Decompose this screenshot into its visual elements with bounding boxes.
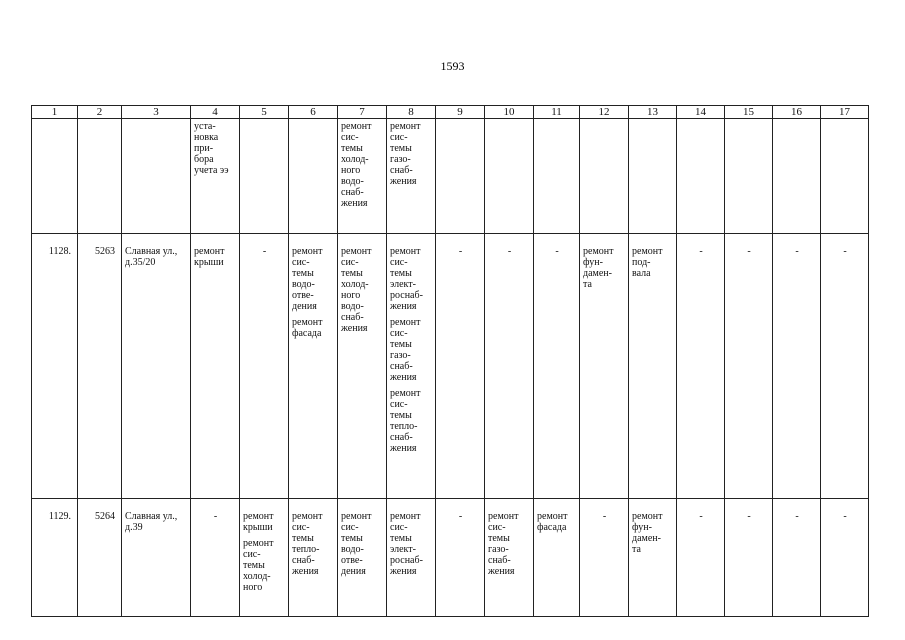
table-cell xyxy=(78,499,122,617)
table-cell xyxy=(122,234,191,499)
table-cell xyxy=(725,499,773,617)
column-number: 11 xyxy=(534,106,580,119)
column-number-row xyxy=(32,106,869,119)
table-cell xyxy=(32,499,78,617)
column-number: 9 xyxy=(436,106,485,119)
column-number: 3 xyxy=(122,106,191,119)
table-cell xyxy=(629,119,677,234)
cell-text: уста- новка при- бора учета ээ xyxy=(194,121,229,176)
cell-text: ремонт сис- темы водо- отве- дения xyxy=(341,511,372,577)
table-cell xyxy=(240,499,289,617)
table-cell xyxy=(436,499,485,617)
column-number: 5 xyxy=(240,106,289,119)
column-number: 12 xyxy=(580,106,629,119)
cell-text: ремонт фун- дамен- та xyxy=(632,511,663,555)
table-cell xyxy=(773,119,821,234)
cell-text: ремонт сис- темы элект- роснаб- жения xyxy=(390,511,423,577)
empty-dash: - xyxy=(602,511,607,522)
table-cell xyxy=(191,119,240,234)
cell-text: 5264 xyxy=(95,511,115,522)
cell-text: ремонт крыши xyxy=(194,246,225,268)
cell-text: Славная ул., д.39 xyxy=(125,511,178,533)
column-number: 6 xyxy=(289,106,338,119)
cell-text: ремонт сис- темы водо- отве- дения xyxy=(292,246,323,312)
table-cell xyxy=(534,499,580,617)
column-number: 10 xyxy=(485,106,534,119)
column-number: 2 xyxy=(78,106,122,119)
table-cell xyxy=(387,499,436,617)
table-cell xyxy=(677,499,725,617)
table-cell xyxy=(122,499,191,617)
empty-dash: - xyxy=(555,246,559,257)
cell-text: 1129. xyxy=(48,511,71,522)
table-cell xyxy=(191,499,240,617)
table-cell xyxy=(32,119,78,234)
cell-text: Славная ул., д.35/20 xyxy=(125,246,178,268)
table-cell xyxy=(485,119,534,234)
table-cell xyxy=(821,119,869,234)
table-cell xyxy=(338,119,387,234)
cell-text: ремонт сис- темы холод- ного водо- снаб- жения xyxy=(341,121,372,209)
cell-text: 1128. xyxy=(48,246,71,257)
empty-dash: - xyxy=(699,246,703,257)
table-row xyxy=(32,234,869,499)
empty-dash: - xyxy=(795,246,799,257)
table-cell xyxy=(773,499,821,617)
cell-text: ремонт фун- дамен- та xyxy=(583,246,614,290)
table-cell xyxy=(191,234,240,499)
table-cell xyxy=(629,499,677,617)
table-cell xyxy=(725,119,773,234)
table-cell xyxy=(436,119,485,234)
table-cell xyxy=(725,234,773,499)
column-number: 4 xyxy=(191,106,240,119)
column-number: 13 xyxy=(629,106,677,119)
table-cell xyxy=(78,119,122,234)
table-row xyxy=(32,119,869,234)
column-number: 1 xyxy=(32,106,78,119)
cell-text: ремонт сис- темы газо- снаб- жения xyxy=(488,511,519,577)
table-cell xyxy=(32,234,78,499)
empty-dash: - xyxy=(795,511,799,522)
column-number: 16 xyxy=(773,106,821,119)
cell-text: 5263 xyxy=(95,246,115,257)
table-row xyxy=(32,499,869,617)
column-number: 7 xyxy=(338,106,387,119)
column-number: 8 xyxy=(387,106,436,119)
table-cell xyxy=(677,234,725,499)
column-number: 14 xyxy=(677,106,725,119)
table-cell xyxy=(580,499,629,617)
table-cell xyxy=(78,234,122,499)
empty-dash: - xyxy=(458,246,463,257)
table-cell xyxy=(580,119,629,234)
cell-text: ремонт сис- темы газо- снаб- жения xyxy=(390,121,421,187)
cell-text: ремонт сис- темы газо- снаб- жения xyxy=(390,317,421,383)
table-cell xyxy=(240,119,289,234)
empty-dash: - xyxy=(747,246,751,257)
empty-dash: - xyxy=(747,511,751,522)
table-cell xyxy=(821,499,869,617)
cell-text: ремонт крыши xyxy=(243,511,274,533)
table-cell xyxy=(629,234,677,499)
repair-schedule-table xyxy=(31,105,869,617)
table-cell xyxy=(122,119,191,234)
table-cell xyxy=(580,234,629,499)
table-cell xyxy=(289,234,338,499)
cell-text: ремонт фасада xyxy=(292,317,323,339)
table-cell xyxy=(289,499,338,617)
table-cell xyxy=(387,119,436,234)
empty-dash: - xyxy=(699,511,703,522)
table-cell xyxy=(485,499,534,617)
cell-text: ремонт сис- темы тепло- снаб- жения xyxy=(292,511,323,577)
cell-text: ремонт сис- темы тепло- снаб- жения xyxy=(390,388,421,454)
column-number: 15 xyxy=(725,106,773,119)
table-cell xyxy=(289,119,338,234)
table-cell xyxy=(534,119,580,234)
cell-text: ремонт под- вала xyxy=(632,246,663,279)
empty-dash: - xyxy=(507,246,512,257)
empty-dash: - xyxy=(843,246,847,257)
empty-dash: - xyxy=(458,511,463,522)
table-cell xyxy=(773,234,821,499)
table-cell xyxy=(677,119,725,234)
empty-dash: - xyxy=(213,511,218,522)
cell-text: ремонт сис- темы холод- ного водо- снаб- жения xyxy=(341,246,372,334)
cell-text: ремонт сис- темы элект- роснаб- жения xyxy=(390,246,423,312)
cell-text: ремонт фасада xyxy=(537,511,568,533)
table-cell xyxy=(240,234,289,499)
table-cell xyxy=(821,234,869,499)
empty-dash: - xyxy=(843,511,847,522)
cell-text: ремонт сис- темы холод- ного xyxy=(243,538,274,593)
table-cell xyxy=(534,234,580,499)
table-cell xyxy=(436,234,485,499)
table-cell xyxy=(338,234,387,499)
empty-dash: - xyxy=(262,246,267,257)
table-cell xyxy=(338,499,387,617)
page-number: 1593 xyxy=(440,59,465,73)
column-number: 17 xyxy=(821,106,869,119)
table-cell xyxy=(485,234,534,499)
table-cell xyxy=(387,234,436,499)
table-body xyxy=(32,119,869,617)
